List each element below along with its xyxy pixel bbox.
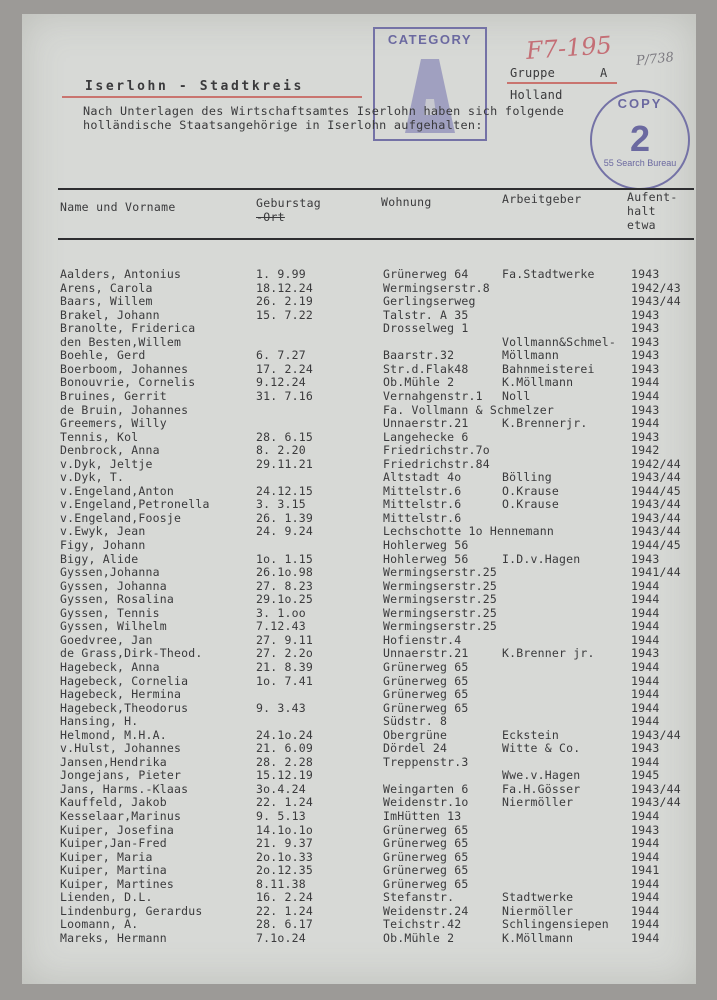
table-row	[0, 335, 717, 348]
row-stay-period: 1943/44	[631, 727, 681, 742]
row-birthdate: 26. 1.39	[256, 510, 313, 525]
row-address: Obergrüne	[383, 727, 448, 742]
row-name: Gyssen,Johanna	[60, 565, 160, 580]
table-row	[0, 931, 717, 944]
row-address: Grünerweg 65	[383, 863, 469, 878]
table-row	[0, 321, 717, 334]
row-stay-period: 1944	[631, 375, 660, 390]
row-birthdate: 8. 2.20	[256, 443, 306, 458]
row-birthdate: 1o. 7.41	[256, 673, 313, 688]
row-name: Goedvree, Jan	[60, 632, 153, 647]
row-stay-period: 1944	[631, 605, 660, 620]
row-employer: K.Möllmann	[502, 375, 574, 390]
row-address: Südstr. 8	[383, 714, 448, 729]
group-value: A	[600, 66, 608, 80]
table-row	[0, 782, 717, 795]
row-birthdate: 16. 2.24	[256, 890, 313, 905]
row-employer: Bahnmeisterei	[502, 361, 595, 376]
row-name: Gyssen, Johanna	[60, 578, 167, 593]
row-stay-period: 1944	[631, 416, 660, 431]
row-stay-period: 1944	[631, 659, 660, 674]
table-row	[0, 511, 717, 524]
row-name: Baars, Willem	[60, 294, 153, 309]
table-row	[0, 416, 717, 429]
row-birthdate: 15.12.19	[256, 768, 313, 783]
row-employer: Eckstein	[502, 727, 559, 742]
row-address: Unnaerstr.21	[383, 646, 469, 661]
table-row	[0, 552, 717, 565]
table-row	[0, 606, 717, 619]
row-stay-period: 1943/44	[631, 470, 681, 485]
row-stay-period: 1944	[631, 673, 660, 688]
row-address: Teichstr.42	[383, 917, 462, 932]
table-row	[0, 470, 717, 483]
row-stay-period: 1943	[631, 551, 660, 566]
column-header-name: Name und Vorname	[60, 200, 176, 214]
row-employer: Schlingensiepen	[502, 917, 609, 932]
row-name: Kauffeld, Jakob	[60, 795, 167, 810]
row-stay-period: 1944	[631, 917, 660, 932]
row-address: Wermingserstr.25	[383, 619, 497, 634]
row-birthdate: 24.12.15	[256, 483, 313, 498]
row-stay-period: 1944	[631, 714, 660, 729]
row-birthdate: 26.1o.98	[256, 565, 313, 580]
row-birthdate: 29.11.21	[256, 456, 313, 471]
row-name: Jansen,Hendrika	[60, 754, 167, 769]
row-birthdate: 18.12.24	[256, 280, 313, 295]
row-address: Str.d.Flak48	[383, 361, 469, 376]
row-stay-period: 1943	[631, 822, 660, 837]
pencil-reference: P/738	[635, 50, 675, 69]
row-birthdate: 2o.1o.33	[256, 849, 313, 864]
row-employer: Möllmann	[502, 348, 559, 363]
group-underline	[507, 82, 617, 84]
row-employer: Vollmann&Schmel-	[502, 334, 616, 349]
row-stay-period: 1943	[631, 321, 660, 336]
row-stay-period: 1943/44	[631, 510, 681, 525]
row-birthdate: 28. 6.15	[256, 429, 313, 444]
row-employer: Witte & Co.	[502, 741, 581, 756]
row-name: Jans, Harms.-Klaas	[60, 781, 189, 796]
row-name: Kuiper, Martines	[60, 876, 174, 891]
table-row	[0, 389, 717, 402]
table-row	[0, 768, 717, 781]
row-name: Kuiper, Maria	[60, 849, 153, 864]
row-name: Hagebeck,Theodorus	[60, 700, 189, 715]
row-employer: Stadtwerke	[502, 890, 574, 905]
table-row	[0, 538, 717, 551]
row-name: Kuiper, Josefina	[60, 822, 174, 837]
row-birthdate: 1o. 1.15	[256, 551, 313, 566]
row-birthdate: 31. 7.16	[256, 388, 313, 403]
row-name: v.Hulst, Johannes	[60, 741, 182, 756]
row-birthdate: 24.1o.24	[256, 727, 313, 742]
row-birthdate: 26. 2.19	[256, 294, 313, 309]
table-row	[0, 795, 717, 808]
row-address: Drosselweg 1	[383, 321, 469, 336]
document-title: Iserlohn - Stadtkreis	[85, 79, 304, 94]
row-name: Figy, Johann	[60, 538, 146, 552]
table-row	[0, 917, 717, 930]
table-row	[0, 823, 717, 836]
row-name: Kuiper,Jan-Fred	[60, 836, 167, 851]
row-address: Talstr. A 35	[383, 307, 469, 322]
row-address: Wermingserstr.8	[383, 280, 490, 295]
row-address: Grünerweg 65	[383, 836, 469, 851]
row-stay-period: 1945	[631, 768, 660, 783]
column-header-address: Wohnung	[381, 195, 432, 209]
row-address: Wermingserstr.25	[383, 592, 497, 607]
row-name: Aalders, Antonius	[60, 267, 182, 281]
row-address: Weidenstr.1o	[383, 795, 469, 810]
row-address: Hohlerweg 56	[383, 551, 469, 566]
row-birthdate: 21. 6.09	[256, 741, 313, 756]
table-row	[0, 457, 717, 470]
row-stay-period: 1944	[631, 754, 660, 769]
row-address: Mittelstr.6	[383, 510, 462, 525]
category-stamp-label: CATEGORY	[387, 32, 473, 47]
row-employer: Wwe.v.Hagen	[502, 768, 581, 783]
row-address: Dördel 24	[383, 741, 448, 756]
row-name: Hagebeck, Hermina	[60, 687, 182, 702]
row-name: Boerboom, Johannes	[60, 361, 189, 376]
table-row	[0, 430, 717, 443]
row-stay-period: 1944	[631, 619, 660, 634]
row-name: Gyssen, Rosalina	[60, 592, 174, 607]
table-row	[0, 890, 717, 903]
table-row	[0, 633, 717, 646]
row-stay-period: 1944	[631, 632, 660, 647]
table-row	[0, 524, 717, 537]
table-row	[0, 863, 717, 876]
row-stay-period: 1943	[631, 334, 660, 349]
country-label: Holland	[510, 88, 563, 102]
table-row	[0, 375, 717, 388]
row-stay-period: 1943/44	[631, 795, 681, 810]
row-stay-period: 1944	[631, 388, 660, 403]
row-stay-period: 1943	[631, 267, 660, 281]
row-stay-period: 1944	[631, 687, 660, 702]
row-address: Gerlingserweg	[383, 294, 476, 309]
row-birthdate: 17. 2.24	[256, 361, 313, 376]
table-row	[0, 497, 717, 510]
table-row	[0, 308, 717, 321]
row-stay-period: 1943	[631, 429, 660, 444]
table-row	[0, 701, 717, 714]
row-birthdate: 28. 2.28	[256, 754, 313, 769]
row-name: Arens, Carola	[60, 280, 153, 295]
row-stay-period: 1944/45	[631, 483, 681, 498]
table-row	[0, 836, 717, 849]
table-row	[0, 674, 717, 687]
row-name: Denbrock, Anna	[60, 443, 160, 458]
copy-stamp-bureau: 55 Search Bureau	[603, 158, 677, 168]
row-birthdate: 7.12.43	[256, 619, 306, 634]
row-name: v.Ewyk, Jean	[60, 524, 146, 539]
row-address: Hohlerweg 56	[383, 538, 469, 552]
row-stay-period: 1942/43	[631, 280, 681, 295]
group-label: Gruppe	[510, 66, 556, 80]
row-birthdate: 29.1o.25	[256, 592, 313, 607]
row-name: Kuiper, Martina	[60, 863, 167, 878]
row-name: v.Engeland,Petronella	[60, 497, 210, 512]
row-address: Ob.Mühle 2	[383, 930, 455, 945]
table-row	[0, 660, 717, 673]
row-name: Bruines, Gerrit	[60, 388, 167, 403]
row-name: Boehle, Gerd	[60, 348, 146, 363]
column-header-stay-1: Aufent-	[627, 190, 678, 204]
table-row	[0, 565, 717, 578]
row-stay-period: 1943	[631, 741, 660, 756]
row-address: ImHütten 13	[383, 809, 462, 823]
row-employer: K.Brennerjr.	[502, 416, 588, 431]
row-employer: Fa.H.Gösser	[502, 781, 581, 796]
row-address: Ob.Mühle 2	[383, 375, 455, 390]
table-row	[0, 850, 717, 863]
row-name: Greemers, Willy	[60, 416, 167, 431]
row-birthdate: 27. 9.11	[256, 632, 313, 647]
row-address: Friedrichstr.84	[383, 456, 490, 471]
row-employer: Bölling	[502, 470, 552, 485]
row-address: Lechschotte 1o Hennemann	[383, 524, 554, 539]
table-row	[0, 728, 717, 741]
row-name: v.Engeland,Anton	[60, 483, 174, 498]
row-name: Lienden, D.L.	[60, 890, 153, 905]
table-row	[0, 904, 717, 917]
table-row	[0, 592, 717, 605]
title-underline	[62, 96, 362, 98]
row-birthdate: 27. 2.2o	[256, 646, 313, 661]
row-address: Grünerweg 65	[383, 822, 469, 837]
row-birthdate: 2o.12.35	[256, 863, 313, 878]
row-employer: K.Möllmann	[502, 930, 574, 945]
row-stay-period: 1941/44	[631, 565, 681, 580]
row-stay-period: 1944	[631, 849, 660, 864]
row-name: den Besten,Willem	[60, 334, 182, 349]
row-name: Gyssen, Tennis	[60, 605, 160, 620]
row-birthdate: 1. 9.99	[256, 267, 306, 281]
row-employer: Niermöller	[502, 903, 574, 918]
intro-line-2: holländische Staatsangehörige in Iserlohn aufgehalten:	[83, 118, 483, 132]
row-address: Stefanstr.	[383, 890, 455, 905]
copy-stamp-number: 2	[629, 118, 651, 159]
row-birthdate: 22. 1.24	[256, 795, 313, 810]
row-employer: O.Krause	[502, 483, 559, 498]
row-address: Grünerweg 64	[383, 267, 469, 281]
row-address: Vernahgenstr.1	[383, 388, 483, 403]
header-top-rule	[58, 188, 694, 190]
handwritten-reference: F7-195	[525, 31, 613, 65]
row-name: Bonouvrie, Cornelis	[60, 375, 196, 390]
row-name: Hansing, H.	[60, 714, 139, 729]
row-address: Baarstr.32	[383, 348, 455, 363]
table-row	[0, 755, 717, 768]
row-employer: Niermöller	[502, 795, 574, 810]
row-stay-period: 1942	[631, 443, 660, 458]
row-birthdate: 27. 8.23	[256, 578, 313, 593]
row-stay-period: 1944	[631, 903, 660, 918]
row-address: Wermingserstr.25	[383, 578, 497, 593]
row-name: v.Dyk, Jeltje	[60, 456, 153, 471]
row-stay-period: 1944	[631, 578, 660, 593]
row-employer: Noll	[502, 388, 531, 403]
row-name: Jongejans, Pieter	[60, 768, 182, 783]
column-header-stay-2: halt etwa	[627, 204, 656, 232]
row-stay-period: 1944/45	[631, 538, 681, 552]
row-name: Helmond, M.H.A.	[60, 727, 167, 742]
row-address: Mittelstr.6	[383, 483, 462, 498]
row-stay-period: 1944	[631, 809, 660, 823]
row-stay-period: 1943	[631, 402, 660, 417]
table-row	[0, 348, 717, 361]
row-address: Mittelstr.6	[383, 497, 462, 512]
row-address: Friedrichstr.7o	[383, 443, 490, 458]
row-birthdate: 3o.4.24	[256, 781, 306, 796]
table-row	[0, 877, 717, 890]
row-name: Kesselaar,Marinus	[60, 809, 182, 823]
row-employer: I.D.v.Hagen	[502, 551, 581, 566]
row-stay-period: 1943	[631, 361, 660, 376]
row-stay-period: 1943/44	[631, 524, 681, 539]
row-birthdate: 3. 1.oo	[256, 605, 306, 620]
row-name: Loomann, A.	[60, 917, 139, 932]
row-stay-period: 1943/44	[631, 294, 681, 309]
row-name: Hagebeck, Cornelia	[60, 673, 189, 688]
table-row	[0, 403, 717, 416]
table-row	[0, 809, 717, 822]
row-stay-period: 1944	[631, 700, 660, 715]
row-name: Bigy, Alide	[60, 551, 139, 566]
row-address: Wermingserstr.25	[383, 605, 497, 620]
row-address: Grünerweg 65	[383, 673, 469, 688]
row-birthdate: 6. 7.27	[256, 348, 306, 363]
row-birthdate: 9. 5.13	[256, 809, 306, 823]
row-address: Hofienstr.4	[383, 632, 462, 647]
row-name: Hagebeck, Anna	[60, 659, 160, 674]
row-employer: K.Brenner jr.	[502, 646, 595, 661]
table-row	[0, 362, 717, 375]
row-stay-period: 1943/44	[631, 497, 681, 512]
header-bottom-rule	[58, 238, 694, 240]
table-row	[0, 687, 717, 700]
row-stay-period: 1943	[631, 646, 660, 661]
row-address: Wermingserstr.25	[383, 565, 497, 580]
row-name: v.Engeland,Foosje	[60, 510, 182, 525]
row-birthdate: 21. 9.37	[256, 836, 313, 851]
table-row	[0, 443, 717, 456]
table-row	[0, 484, 717, 497]
row-stay-period: 1944	[631, 930, 660, 945]
row-stay-period: 1944	[631, 890, 660, 905]
table-row	[0, 714, 717, 727]
row-address: Langehecke 6	[383, 429, 469, 444]
table-row	[0, 646, 717, 659]
row-birthdate: 14.1o.1o	[256, 822, 313, 837]
table-row	[0, 579, 717, 592]
row-birthdate: 22. 1.24	[256, 903, 313, 918]
row-address: Fa. Vollmann & Schmelzer	[383, 402, 554, 417]
row-stay-period: 1943	[631, 307, 660, 322]
row-address: Grünerweg 65	[383, 659, 469, 674]
row-stay-period: 1942/44	[631, 456, 681, 471]
column-header-birth-struck: -Ort	[256, 210, 285, 224]
row-stay-period: 1944	[631, 876, 660, 891]
column-header-employer: Arbeitgeber	[502, 192, 582, 206]
row-address: Grünerweg 65	[383, 876, 469, 891]
row-stay-period: 1944	[631, 592, 660, 607]
row-name: Brakel, Johann	[60, 307, 160, 322]
row-birthdate: 7.1o.24	[256, 930, 306, 945]
row-address: Weingarten 6	[383, 781, 469, 796]
row-address: Grünerweg 65	[383, 687, 469, 702]
row-address: Grünerweg 65	[383, 700, 469, 715]
row-name: v.Dyk, T.	[60, 470, 125, 485]
table-row	[0, 294, 717, 307]
row-employer: O.Krause	[502, 497, 559, 512]
row-stay-period: 1943/44	[631, 781, 681, 796]
copy-stamp	[590, 90, 690, 190]
row-name: Branolte, Friderica	[60, 321, 196, 336]
row-birthdate: 3. 3.15	[256, 497, 306, 512]
row-address: Altstadt 4o	[383, 470, 462, 485]
column-header-birth: Geburstag	[256, 196, 322, 210]
row-address: Treppenstr.3	[383, 754, 469, 769]
row-stay-period: 1944	[631, 836, 660, 851]
row-name: Tennis, Kol	[60, 429, 139, 444]
row-name: Gyssen, Wilhelm	[60, 619, 167, 634]
row-birthdate: 9. 3.43	[256, 700, 306, 715]
row-name: Lindenburg, Gerardus	[60, 903, 203, 918]
row-stay-period: 1941	[631, 863, 660, 878]
copy-stamp-label: COPY	[617, 96, 663, 111]
row-birthdate: 15. 7.22	[256, 307, 313, 322]
row-employer: Fa.Stadtwerke	[502, 267, 595, 281]
table-row	[0, 741, 717, 754]
row-birthdate: 24. 9.24	[256, 524, 313, 539]
row-name: Mareks, Hermann	[60, 930, 167, 945]
row-address: Unnaerstr.21	[383, 416, 469, 431]
table-row	[0, 281, 717, 294]
row-birthdate: 21. 8.39	[256, 659, 313, 674]
row-birthdate: 9.12.24	[256, 375, 306, 390]
row-address: Grünerweg 65	[383, 849, 469, 864]
table-row	[0, 267, 717, 280]
row-birthdate: 28. 6.17	[256, 917, 313, 932]
table-row	[0, 619, 717, 632]
row-stay-period: 1943	[631, 348, 660, 363]
row-birthdate: 8.11.38	[256, 876, 306, 891]
row-address: Weidenstr.24	[383, 903, 469, 918]
row-name: de Grass,Dirk-Theod.	[60, 646, 203, 661]
intro-line-1: Nach Unterlagen des Wirtschaftsamtes Iserlohn haben sich folgende	[83, 104, 565, 118]
row-name: de Bruin, Johannes	[60, 402, 189, 417]
